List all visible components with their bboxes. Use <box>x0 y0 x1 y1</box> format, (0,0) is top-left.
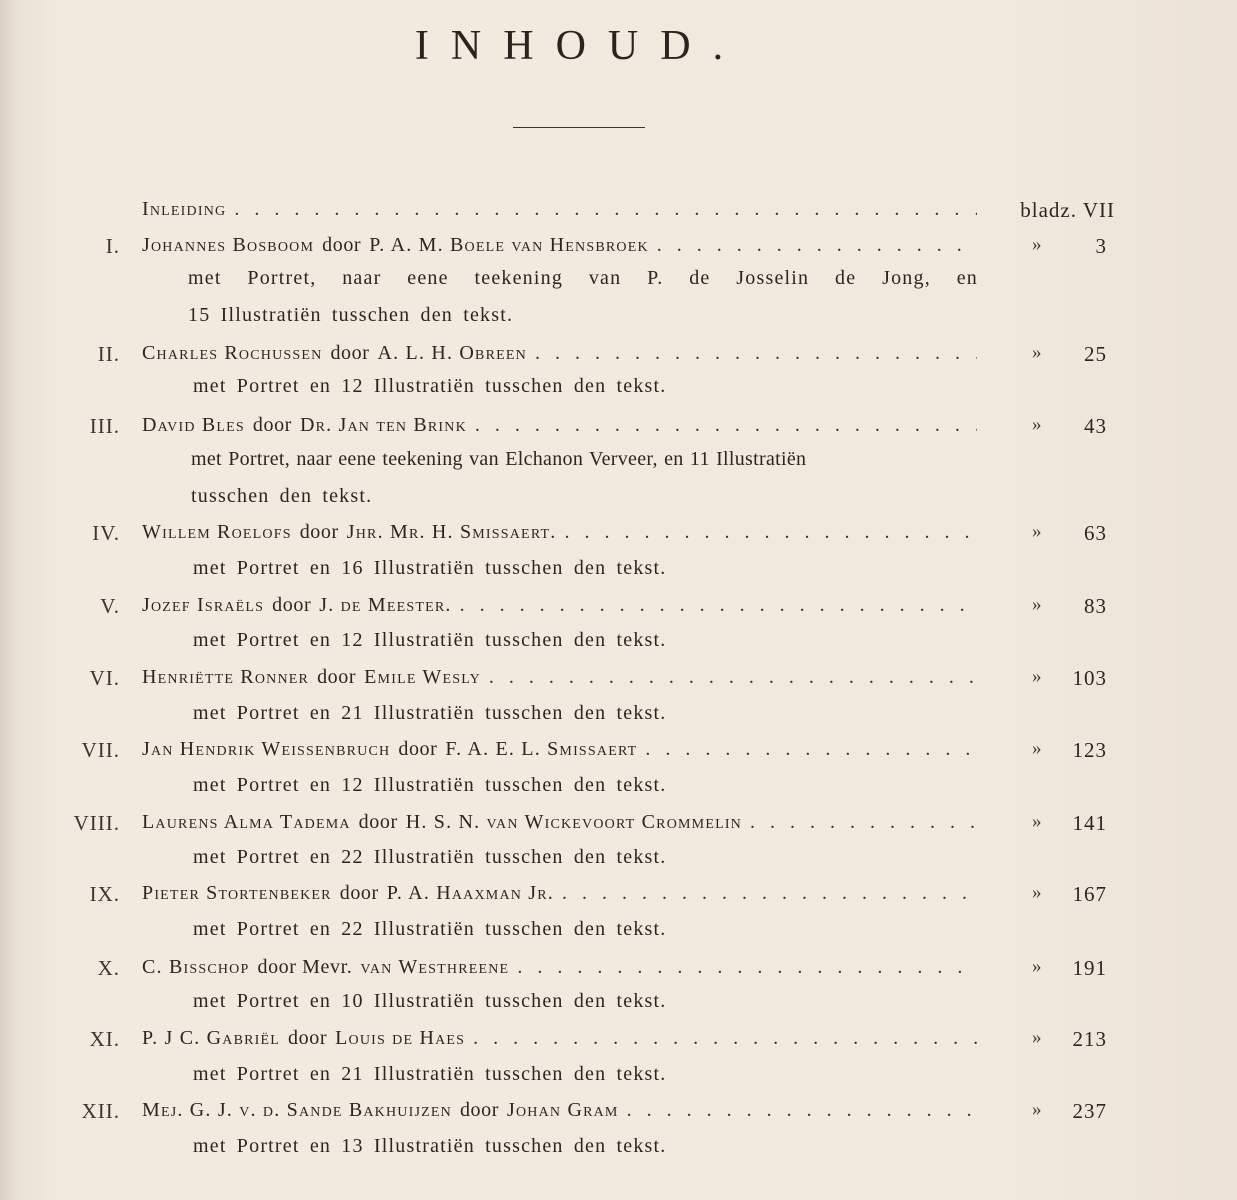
title-rule <box>513 127 645 128</box>
author-name: J. de Meester. <box>319 594 452 616</box>
page-marker: » <box>1032 234 1042 255</box>
entry-description: met Portret, naar eene teekening van Elchanon Verveer, en 11 Illustratiën <box>191 448 807 470</box>
dot-leader <box>564 521 977 544</box>
page-marker: » <box>1032 956 1042 977</box>
chapter-number: X. <box>97 956 120 980</box>
entry-description: met Portret en 22 Illustratiën tusschen den tekst. <box>193 846 667 868</box>
entry-description: met Portret en 22 Illustratiën tusschen den tekst. <box>193 918 667 940</box>
artist-name: Jozef Israëls <box>142 594 265 616</box>
door-word: door <box>252 414 292 436</box>
author-name: Dr. Jan ten Brink <box>299 414 467 436</box>
dot-leader <box>562 882 977 905</box>
chapter-number: VI. <box>89 666 120 690</box>
artist-name: Johannes Bosboom <box>142 234 315 256</box>
entry-description: met Portret en 12 Illustratiën tusschen den tekst. <box>193 375 667 397</box>
door-word: door <box>330 342 370 364</box>
author-name: P. A. M. Boele van Hensbroek <box>369 234 649 256</box>
toc-entry-main <box>142 1027 977 1059</box>
chapter-number: V. <box>100 594 120 618</box>
intro-page-prefix: bladz. <box>1020 198 1077 222</box>
page-number: 3 <box>1095 234 1107 258</box>
page-number: 25 <box>1084 342 1107 366</box>
page-marker: » <box>1032 594 1042 615</box>
artist-name: Willem Roelofs <box>142 521 292 543</box>
dot-leader <box>475 414 977 437</box>
artist-name: C. Bisschop <box>142 956 250 978</box>
entry-description: tusschen den tekst. <box>191 485 373 507</box>
page-number: 167 <box>1072 882 1107 906</box>
dot-leader <box>460 594 977 617</box>
door-word: door <box>299 521 339 543</box>
author-name: Emile Wesly <box>364 666 481 688</box>
page-marker: » <box>1032 882 1042 903</box>
entry-description: met Portret en 10 Illustratiën tusschen den tekst. <box>193 990 667 1012</box>
entry-description: met Portret en 16 Illustratiën tusschen den tekst. <box>193 557 667 579</box>
page-marker: » <box>1032 414 1042 435</box>
intro-label: Inleiding <box>142 198 227 220</box>
door-word: door <box>398 738 438 760</box>
author-name: van Westhreene <box>360 956 510 978</box>
dot-leader <box>517 956 977 979</box>
author-name: F. A. E. L. Smissaert <box>445 738 638 760</box>
page-number: 43 <box>1084 414 1107 438</box>
chapter-number: IV. <box>92 521 120 545</box>
door-word: door <box>272 594 312 616</box>
page-number: 141 <box>1072 811 1107 835</box>
page-marker: » <box>1032 738 1042 759</box>
chapter-number: VIII. <box>73 811 120 835</box>
toc-entry-main <box>142 882 977 914</box>
artist-name: Charles Rochussen <box>142 342 323 364</box>
door-word: door <box>317 666 357 688</box>
artist-name: Mej. G. J. v. d. Sande Bakhuijzen <box>142 1099 452 1121</box>
dot-leader <box>234 198 977 221</box>
toc-intro-main <box>142 198 977 230</box>
artist-name: Jan Hendrik Weissenbruch <box>142 738 391 760</box>
chapter-number: III. <box>89 414 120 438</box>
intro-page <box>1020 198 1115 223</box>
artist-name: Henriëtte Ronner <box>142 666 310 688</box>
dot-leader <box>489 666 977 689</box>
author-name: A. L. H. Obreen <box>377 342 527 364</box>
page-number: 237 <box>1072 1099 1107 1123</box>
author-name: Johan Gram <box>507 1099 619 1121</box>
chapter-number: IX. <box>89 882 120 906</box>
door-word: door <box>459 1099 500 1121</box>
toc-entry-main <box>142 738 977 770</box>
page-marker: » <box>1032 1099 1042 1120</box>
entry-description: met Portret en 13 Illustratiën tusschen den tekst. <box>193 1135 667 1157</box>
toc-entry-main <box>142 666 977 698</box>
door-word: door <box>358 811 398 833</box>
dot-leader <box>750 811 977 834</box>
toc-entry-main <box>142 521 977 553</box>
page-number: 191 <box>1072 956 1107 980</box>
dot-leader <box>535 342 977 365</box>
chapter-number: XI. <box>89 1027 120 1051</box>
page-number: 213 <box>1072 1027 1107 1051</box>
dot-leader <box>627 1099 977 1122</box>
page-number: 103 <box>1072 666 1107 690</box>
page-number: 123 <box>1072 738 1107 762</box>
entry-description: met Portret en 21 Illustratiën tusschen den tekst. <box>193 1063 667 1085</box>
door-word: door <box>288 1027 328 1049</box>
artist-name: Laurens Alma Tadema <box>142 811 351 833</box>
dot-leader <box>657 234 977 257</box>
chapter-number: II. <box>97 342 120 366</box>
door-word: door Mevr. <box>257 956 353 978</box>
entry-description: met Portret en 21 Illustratiën tusschen den tekst. <box>193 702 667 724</box>
toc-intro-row <box>0 198 1237 234</box>
entry-description: met Portret, naar eene teekening van P. de Josselin de Jong, en <box>188 267 978 289</box>
author-name: Jhr. Mr. H. Smissaert. <box>346 521 557 543</box>
page-marker: » <box>1032 811 1042 832</box>
entry-description: met Portret en 12 Illustratiën tusschen den tekst. <box>193 629 667 651</box>
intro-page-number: VII <box>1082 198 1115 222</box>
page-number: 83 <box>1084 594 1107 618</box>
chapter-number: VII. <box>81 738 120 762</box>
dot-leader <box>645 738 977 761</box>
chapter-number: XII. <box>81 1099 120 1123</box>
artist-name: P. J C. Gabriël <box>142 1027 281 1049</box>
page-marker: » <box>1032 521 1042 542</box>
author-name: H. S. N. van Wickevoort Crommelin <box>405 811 742 833</box>
author-name: P. A. Haaxman Jr. <box>386 882 554 904</box>
page-marker: » <box>1032 1027 1042 1048</box>
artist-name: David Bles <box>142 414 245 436</box>
page-marker: » <box>1032 666 1042 687</box>
dot-leader <box>473 1027 977 1050</box>
author-name: Louis de Haes <box>335 1027 466 1049</box>
toc-entry-main <box>142 1099 977 1131</box>
entry-description: met Portret en 12 Illustratiën tusschen den tekst. <box>193 774 667 796</box>
page-marker: » <box>1032 342 1042 363</box>
artist-name: Pieter Stortenbeker <box>142 882 332 904</box>
entry-description: 15 Illustratiën tusschen den tekst. <box>188 304 514 326</box>
door-word: door <box>322 234 362 256</box>
page-number: 63 <box>1084 521 1107 545</box>
door-word: door <box>339 882 379 904</box>
page-title: INHOUD. <box>414 23 746 69</box>
chapter-number: I. <box>105 234 120 258</box>
